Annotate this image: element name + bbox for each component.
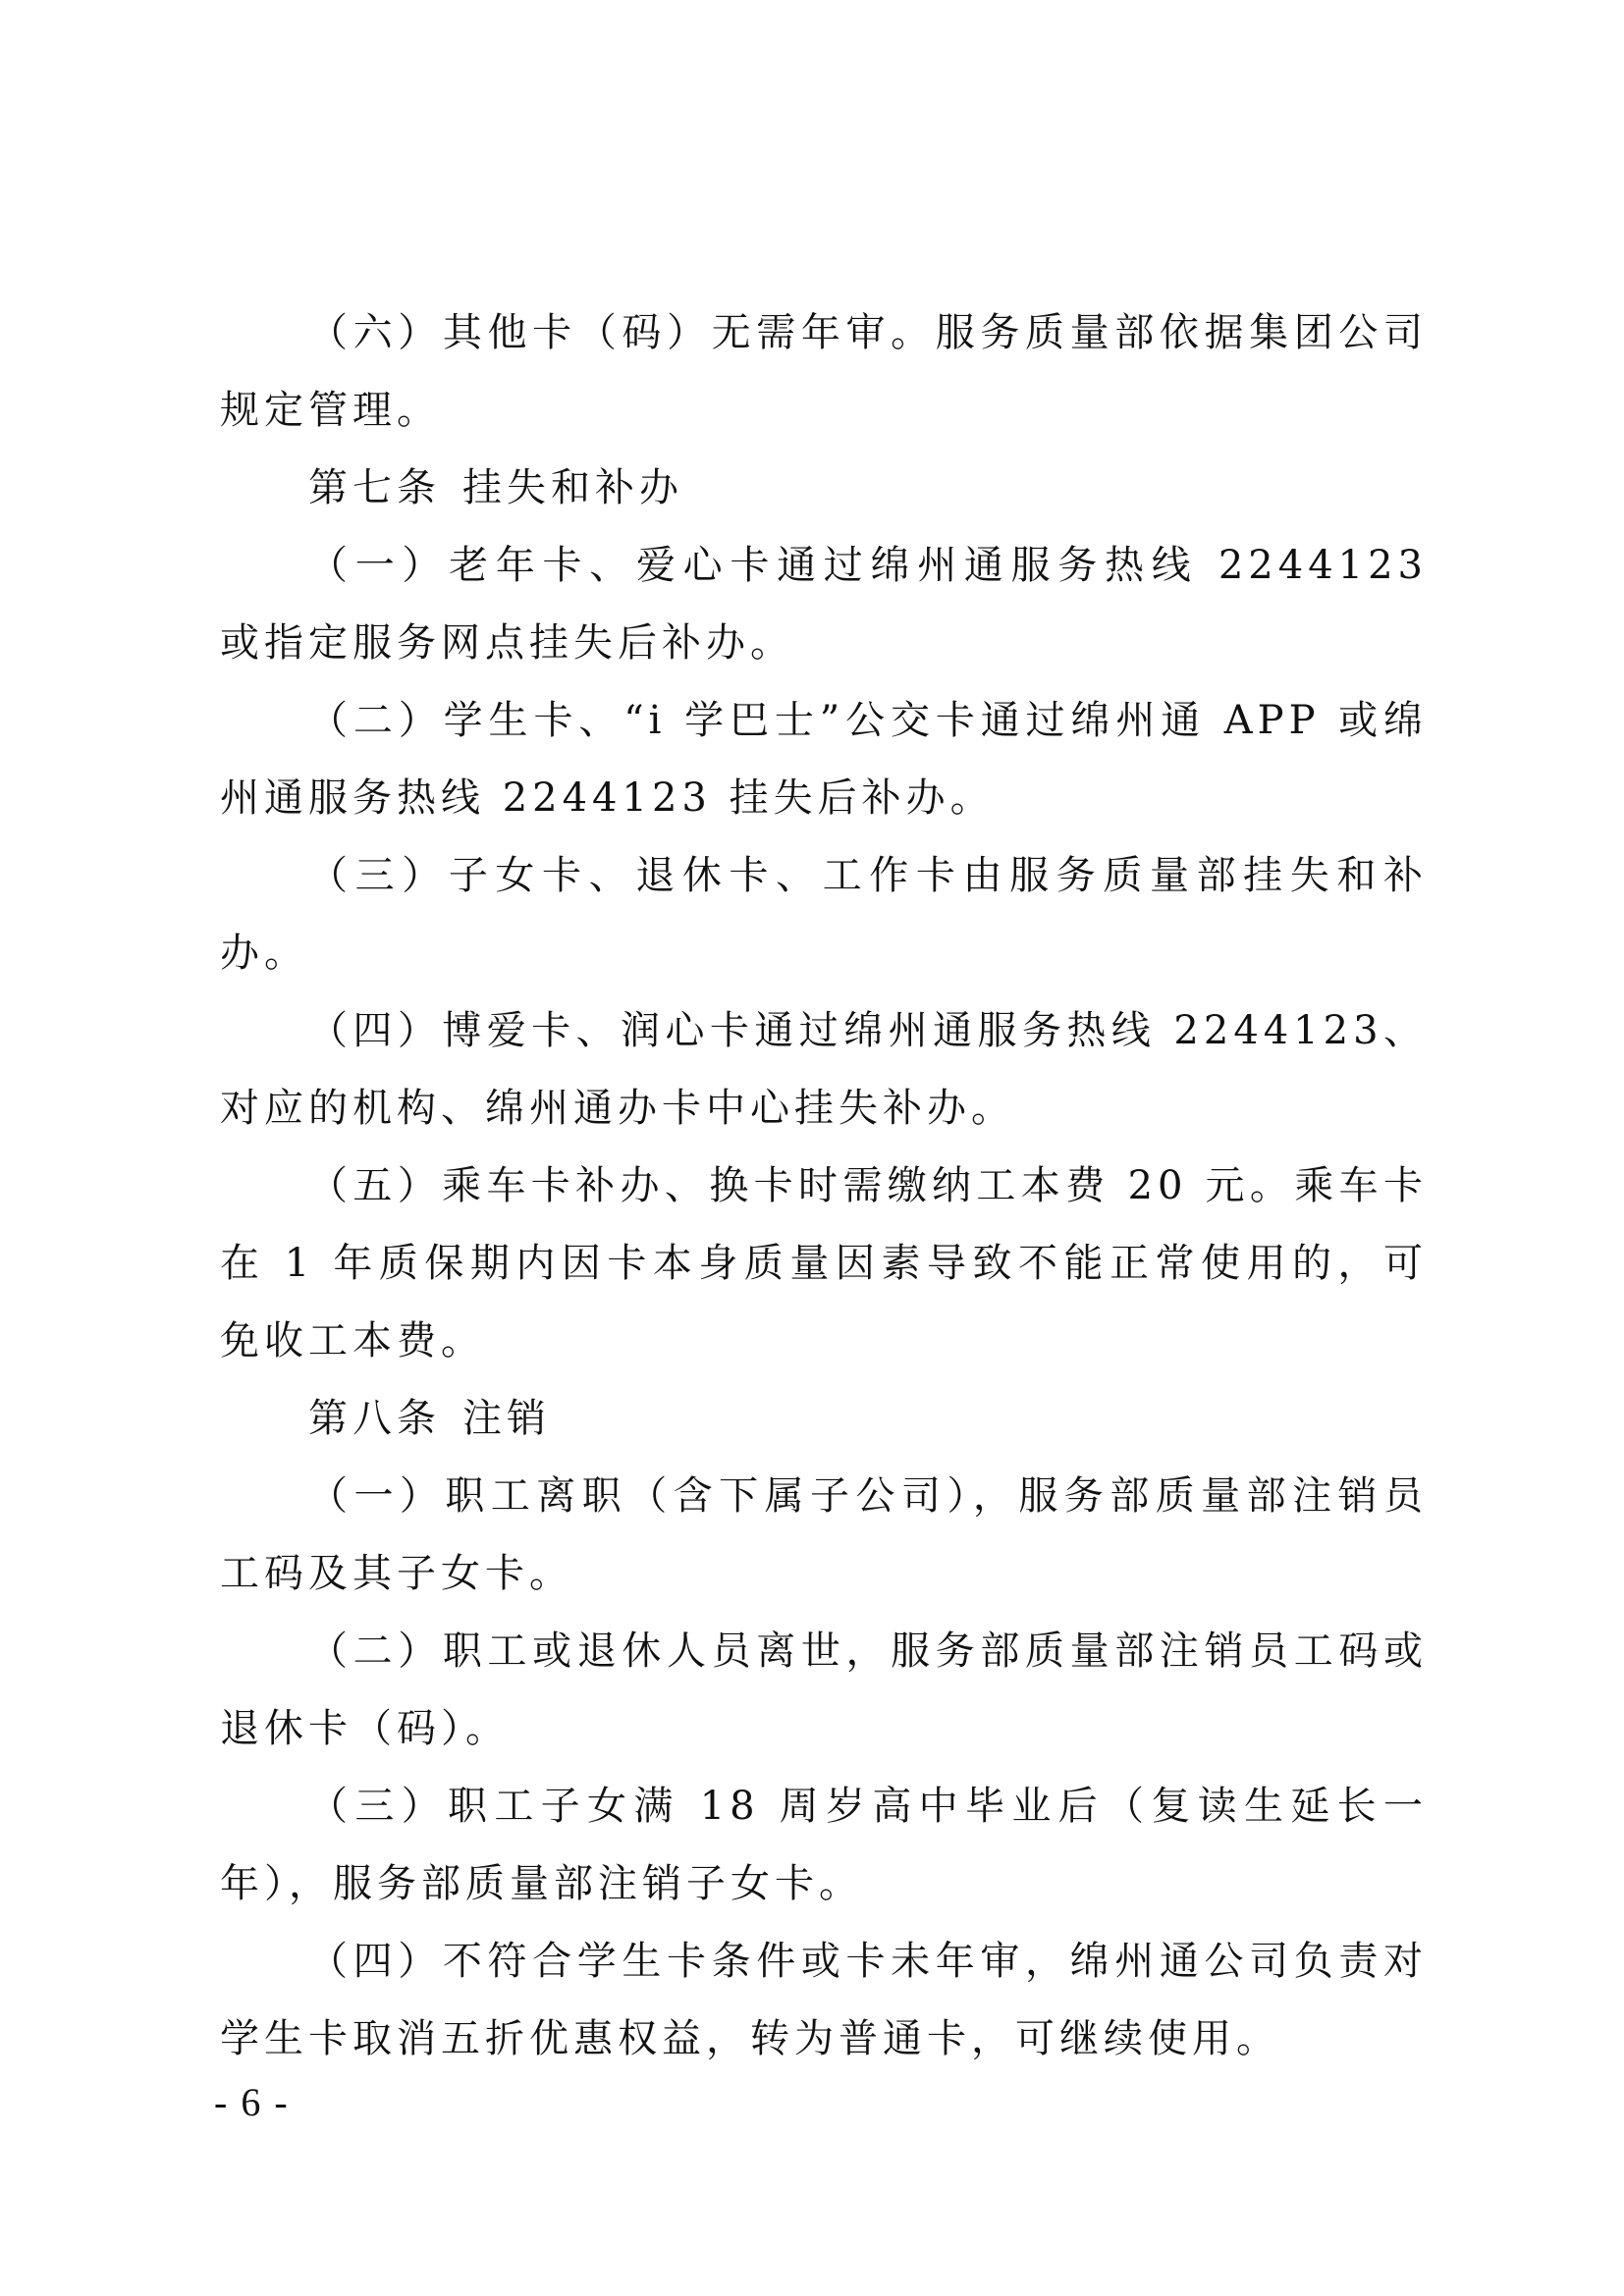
- paragraph-item-1: （一）老年卡、爱心卡通过绵州通服务热线 2244123 或指定服务网点挂失后补办。: [220, 543, 1428, 666]
- paragraph-item-3: （三）职工子女满 18 周岁高中毕业后（复读生延长一年），服务部质量部注销子女卡。: [220, 1784, 1428, 1906]
- document-body: [220, 294, 1428, 2078]
- paragraph-item-3: （三）子女卡、退休卡、工作卡由服务质量部挂失和补办。: [220, 853, 1428, 976]
- article-8-heading: [220, 1380, 1428, 1458]
- article-8-label: 第八条: [308, 1396, 441, 1441]
- paragraph-item-4: （四）博爱卡、润心卡通过绵州通服务热线 2244123、对应的机构、绵州通办卡中心挂失补办。: [220, 1008, 1428, 1131]
- paragraph-item-4: （四）不符合学生卡条件或卡未年审，绵州通公司负责对学生卡取消五折优惠权益，转为普通卡，可继续使用。: [220, 1939, 1428, 2061]
- article-7-title: 挂失和补办: [462, 465, 683, 510]
- article-7-label: 第七条: [308, 465, 441, 510]
- paragraph-item-6: （六）其他卡（码）无需年审。服务质量部依据集团公司规定管理。: [220, 310, 1428, 433]
- paragraph-item-2: （二）职工或退休人员离世，服务部质量部注销员工码或退休卡（码）。: [220, 1629, 1428, 1751]
- paragraph-item-5: （五）乘车卡补办、换卡时需缴纳工本费 20 元。乘车卡在 1 年质保期内因卡本身质量因素导致不能正常使用的，可免收工本费。: [220, 1163, 1428, 1363]
- article-8-title: 注销: [462, 1396, 551, 1441]
- article-7-heading: [220, 450, 1428, 527]
- paragraph-item-1: （一）职工离职（含下属子公司），服务部质量部注销员工码及其子女卡。: [220, 1473, 1428, 1596]
- page-number: - 6 -: [214, 2080, 290, 2124]
- paragraph-item-2: （二）学生卡、“i 学巴士”公交卡通过绵州通 APP 或绵州通服务热线 2244123 挂失后补办。: [220, 698, 1428, 821]
